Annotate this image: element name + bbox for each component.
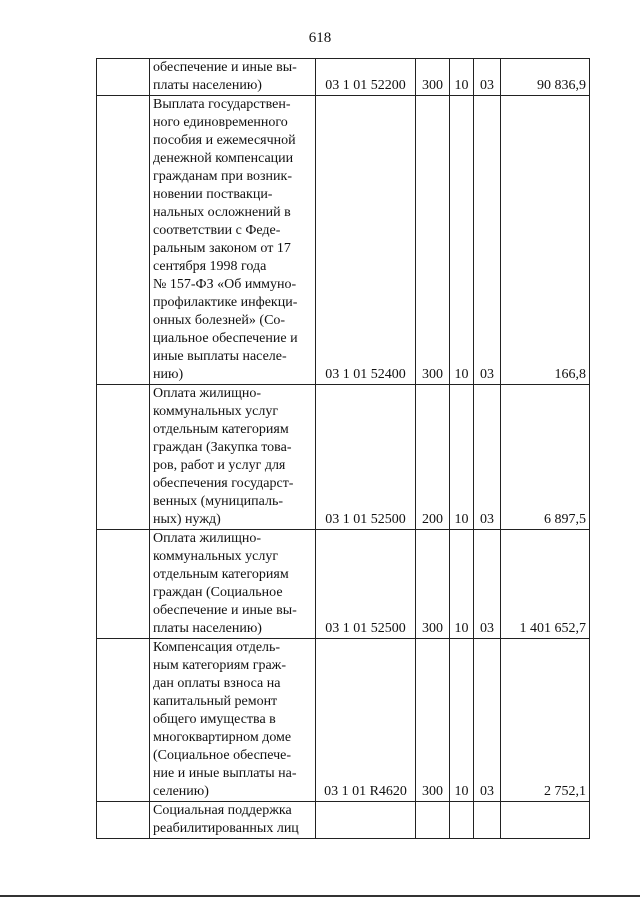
row-name: Оплата жилищно- коммунальных услуг отдельным категориям граждан (Закупка това- ров, работ и услуг для обеспечения государст- венных (муниципаль- ных) нужд) xyxy=(150,385,316,530)
section-code xyxy=(450,802,474,839)
table-row xyxy=(97,96,590,385)
row-name: Компенсация отдель- ным категориям граж- дан оплаты взноса на капитальный ремонт общего имущества в многоквартирном доме (Социальное обеспече- ние и иные выплаты на- селению) xyxy=(150,639,316,802)
row-number-cell xyxy=(97,96,150,385)
amount: 6 897,5 xyxy=(501,385,590,530)
row-name: Социальная поддержка реабилитированных лиц xyxy=(150,802,316,839)
section-code: 10 xyxy=(450,59,474,96)
expense-type-code: 300 xyxy=(416,530,450,639)
row-name: обеспечение и иные вы- платы населению) xyxy=(150,59,316,96)
section-code: 10 xyxy=(450,530,474,639)
expense-type-code: 300 xyxy=(416,96,450,385)
target-article-code: 03 1 01 R4620 xyxy=(316,639,416,802)
expense-type-code: 300 xyxy=(416,59,450,96)
row-number-cell xyxy=(97,802,150,839)
target-article-code xyxy=(316,802,416,839)
table-row xyxy=(97,59,590,96)
page-bottom-rule xyxy=(0,895,640,897)
expense-type-code: 300 xyxy=(416,639,450,802)
section-code: 10 xyxy=(450,96,474,385)
budget-table xyxy=(96,58,590,839)
section-code: 10 xyxy=(450,385,474,530)
target-article-code: 03 1 01 52500 xyxy=(316,530,416,639)
amount xyxy=(501,802,590,839)
amount: 166,8 xyxy=(501,96,590,385)
section-code: 10 xyxy=(450,639,474,802)
row-number-cell xyxy=(97,639,150,802)
amount: 1 401 652,7 xyxy=(501,530,590,639)
subsection-code: 03 xyxy=(474,530,501,639)
page-number: 618 xyxy=(308,30,332,46)
subsection-code xyxy=(474,802,501,839)
subsection-code: 03 xyxy=(474,639,501,802)
subsection-code: 03 xyxy=(474,385,501,530)
expense-type-code xyxy=(416,802,450,839)
table-row xyxy=(97,530,590,639)
amount: 2 752,1 xyxy=(501,639,590,802)
amount: 90 836,9 xyxy=(501,59,590,96)
row-name: Оплата жилищно- коммунальных услуг отдельным категориям граждан (Социальное обеспечение и иные вы- платы населению) xyxy=(150,530,316,639)
target-article-code: 03 1 01 52500 xyxy=(316,385,416,530)
row-number-cell xyxy=(97,59,150,96)
table-row xyxy=(97,802,590,839)
subsection-code: 03 xyxy=(474,59,501,96)
table-row xyxy=(97,639,590,802)
row-number-cell xyxy=(97,385,150,530)
row-number-cell xyxy=(97,530,150,639)
target-article-code: 03 1 01 52200 xyxy=(316,59,416,96)
subsection-code: 03 xyxy=(474,96,501,385)
table-row xyxy=(97,385,590,530)
row-name: Выплата государствен- ного единовременного пособия и ежемесячной денежной компенсации гражданам при возник- новении поствакци- нальных осложнений в соответствии с Феде- ральным законом от 17 сентября 1998 года № 157-ФЗ «Об иммуно- профилактике инфекци- онных болезней» (Со- циальное обеспечение и иные выплаты населе- нию) xyxy=(150,96,316,385)
expense-type-code: 200 xyxy=(416,385,450,530)
target-article-code: 03 1 01 52400 xyxy=(316,96,416,385)
